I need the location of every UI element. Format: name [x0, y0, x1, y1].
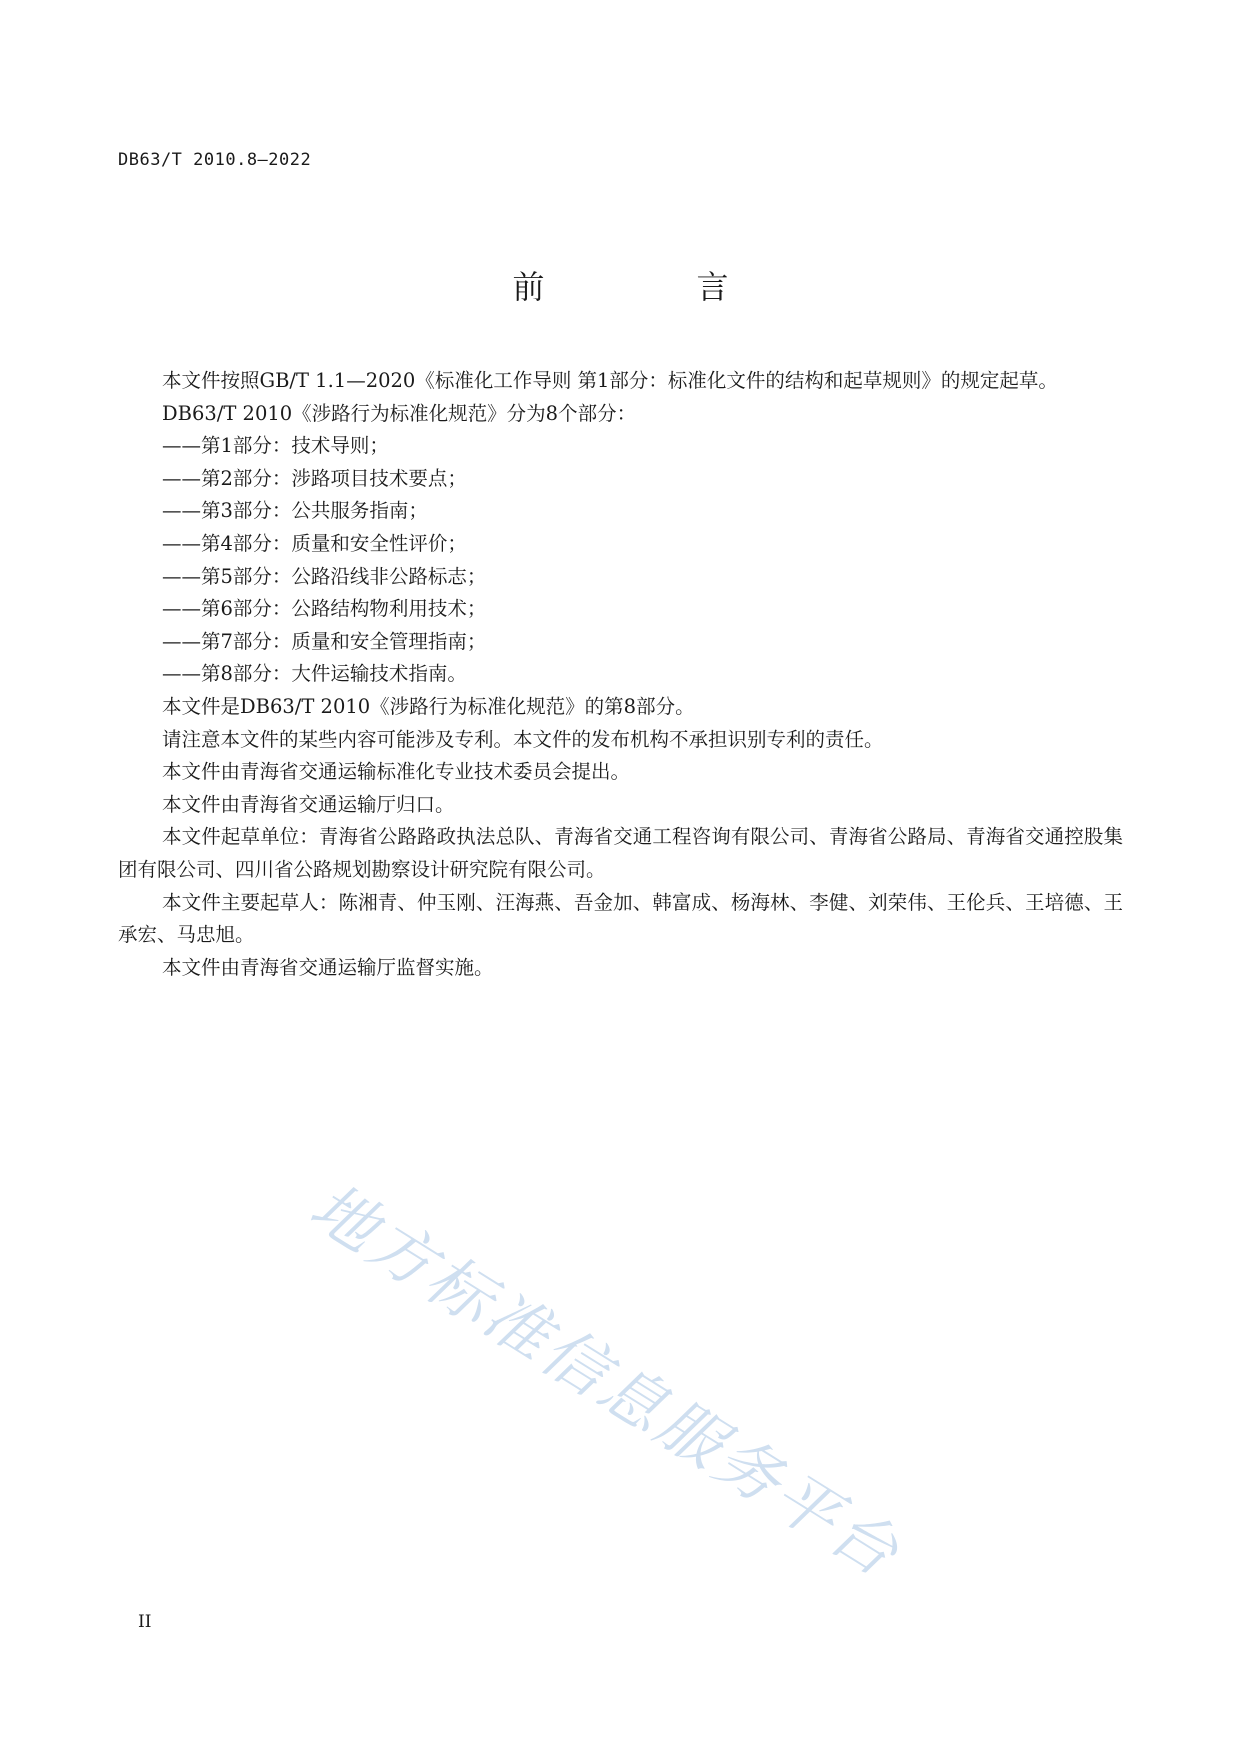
- paragraph: 本文件由青海省交通运输厅监督实施。: [162, 955, 494, 979]
- page-title: 前 言: [512, 268, 789, 306]
- paragraph: 本文件主要起草人：陈湘青、仲玉刚、汪海燕、吾金加、韩富成、杨海林、李健、刘荣伟、王伦兵、王培德、王承宏、马忠旭。: [118, 890, 1123, 947]
- list-item: ——第5部分：公路沿线非公路标志；: [162, 564, 487, 588]
- list-item: ——第3部分：公共服务指南；: [162, 499, 428, 523]
- paragraph: 本文件由青海省交通运输标准化专业技术委员会提出。: [162, 760, 631, 784]
- list-item: ——第7部分：质量和安全管理指南；: [162, 629, 487, 653]
- document-code: DB63/T 2010.8—2022: [118, 150, 312, 170]
- list-item: ——第2部分：涉路项目技术要点；: [162, 466, 467, 490]
- list-item: ——第4部分：质量和安全性评价；: [162, 531, 467, 555]
- list-item: ——第6部分：公路结构物利用技术；: [162, 597, 487, 621]
- watermark: 地方标准信息服务平台: [297, 1169, 914, 1593]
- paragraph: 请注意本文件的某些内容可能涉及专利。本文件的发布机构不承担识别专利的责任。: [162, 727, 884, 751]
- paragraph: 本文件按照GB/T 1.1—2020《标准化工作导则 第1部分：标准化文件的结构和起草规则》的规定起草。: [162, 369, 1058, 392]
- paragraph: DB63/T 2010《涉路行为标准化规范》分为8个部分：: [162, 401, 637, 425]
- list-item: ——第1部分：技术导则；: [162, 434, 389, 458]
- paragraph: 本文件由青海省交通运输厅归口。: [162, 792, 455, 816]
- paragraph: 本文件起草单位：青海省公路路政执法总队、青海省交通工程咨询有限公司、青海省公路局、青海省交通控股集团有限公司、四川省公路规划勘察设计研究院有限公司。: [118, 825, 1123, 881]
- paragraph: 本文件是DB63/T 2010《涉路行为标准化规范》的第8部分。: [162, 694, 695, 718]
- foreword-body: [118, 365, 1123, 984]
- page-number: II: [138, 1612, 152, 1632]
- list-item: ——第8部分：大件运输技术指南。: [162, 662, 467, 686]
